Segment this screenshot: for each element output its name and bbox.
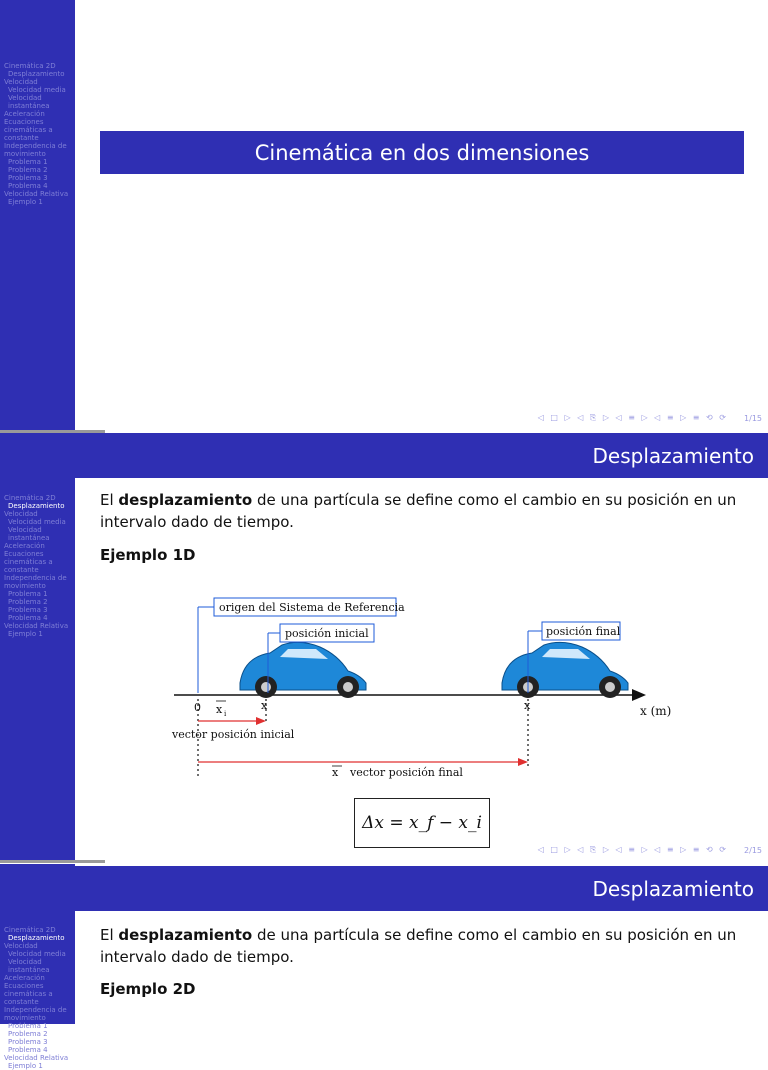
sidebar-nav-item[interactable]: Velocidad Relativa xyxy=(4,622,69,630)
sidebar-nav-item[interactable]: Independencia de movimiento xyxy=(4,142,67,158)
side-nav xyxy=(0,62,75,206)
sidebar xyxy=(0,864,75,1070)
frame-title: Desplazamiento xyxy=(592,443,754,468)
definition-paragraph: El desplazamiento de una partícula se define como el cambio en su posición en un intervalo dado de tiempo. xyxy=(100,491,737,531)
sidebar-nav-item[interactable]: Problema 3 xyxy=(8,174,48,182)
page-number: 1/15 xyxy=(744,414,762,423)
frame-title-bar xyxy=(75,866,768,911)
sidebar-nav-item[interactable]: Problema 4 xyxy=(8,614,48,622)
sidebar-nav-item[interactable]: Problema 3 xyxy=(8,606,48,614)
example-heading: Ejemplo 1D xyxy=(100,546,196,564)
frame-title: Desplazamiento xyxy=(592,876,754,901)
side-nav xyxy=(0,926,75,1070)
initial-label: posición inicial xyxy=(285,627,369,640)
xf-tick: x xyxy=(524,699,531,712)
definition-paragraph: El desplazamiento de una partícula se define como el cambio en su posición en un intervalo dado de tiempo. xyxy=(100,926,737,966)
sidebar-nav-item[interactable]: Velocidad media xyxy=(8,518,66,526)
origin-tick: 0 xyxy=(194,701,201,714)
sidebar-nav-item[interactable]: Independencia de movimiento xyxy=(4,1006,67,1022)
sidebar-nav-item[interactable]: Aceleración xyxy=(4,110,45,118)
sidebar-nav-item[interactable]: Independencia de movimiento xyxy=(4,574,67,590)
sidebar-nav-item[interactable]: Problema 2 xyxy=(8,166,48,174)
xi-vector-sub: i xyxy=(224,710,227,718)
sidebar-nav-item[interactable]: Aceleración xyxy=(4,974,45,982)
sidebar-nav-item[interactable]: Problema 2 xyxy=(8,598,48,606)
sidebar-nav-item[interactable]: Problema 1 xyxy=(8,590,48,598)
sidebar-nav-item[interactable]: Velocidad instantánea xyxy=(8,94,50,110)
frame-title-bar xyxy=(75,433,768,478)
sidebar-nav-item[interactable]: Velocidad xyxy=(4,942,38,950)
axis-label: x (m) xyxy=(640,704,672,718)
sidebar-nav-item[interactable]: Velocidad instantánea xyxy=(8,958,50,974)
slide-separator xyxy=(0,860,105,863)
beamer-nav-symbols[interactable]: ◁ □ ▷ ◁ ⎘ ▷ ◁ ≡ ▷ ◁ ≡ ▷ ≡ ⟲ ⟳ xyxy=(537,845,728,854)
sidebar-nav-item[interactable]: Aceleración xyxy=(4,542,45,550)
xi-vector-label: x xyxy=(216,703,223,716)
displacement-diagram xyxy=(170,595,672,785)
xf-vector-label: x xyxy=(332,766,339,779)
sidebar-nav-item[interactable]: Problema 3 xyxy=(8,1038,48,1046)
car-initial xyxy=(240,642,366,698)
sidebar-nav-item[interactable]: Velocidad xyxy=(4,78,38,86)
sidebar-nav-item[interactable]: Velocidad Relativa xyxy=(4,1054,69,1062)
beamer-nav-symbols[interactable]: ◁ □ ▷ ◁ ⎘ ▷ ◁ ≡ ▷ ◁ ≡ ▷ ≡ ⟲ ⟳ xyxy=(537,413,728,422)
example-heading: Ejemplo 2D xyxy=(100,980,196,998)
sidebar-nav-item[interactable]: Desplazamiento xyxy=(8,502,65,510)
sidebar-nav-item[interactable]: Ecuaciones cinemáticas a constante xyxy=(4,550,53,574)
sidebar-nav-item[interactable]: Ecuaciones cinemáticas a constante xyxy=(4,118,53,142)
final-vector-label: vector posición final xyxy=(350,766,463,779)
final-label: posición final xyxy=(546,625,621,638)
x-axis-arrowhead xyxy=(632,689,646,701)
sidebar xyxy=(0,0,75,430)
xi-tick: x xyxy=(261,699,268,712)
sidebar-nav-item[interactable]: Cinemática 2D xyxy=(4,62,56,70)
sidebar-nav-item[interactable]: Ecuaciones cinemáticas a constante xyxy=(4,982,53,1006)
sidebar-nav-item[interactable]: Ejemplo 1 xyxy=(8,630,43,638)
sidebar-nav-item[interactable]: Problema 1 xyxy=(8,158,48,166)
sidebar-nav-item[interactable]: Ejemplo 1 xyxy=(8,1062,43,1070)
origin-label: origen del Sistema de Referencia xyxy=(219,601,405,614)
sidebar-nav-item[interactable]: Velocidad media xyxy=(8,86,66,94)
sidebar-nav-item[interactable]: Ejemplo 1 xyxy=(8,198,43,206)
sidebar-nav-item[interactable]: Desplazamiento xyxy=(8,70,65,78)
sidebar-nav-item[interactable]: Problema 1 xyxy=(8,1022,48,1030)
sidebar-nav-item[interactable]: Problema 2 xyxy=(8,1030,48,1038)
sidebar xyxy=(0,433,75,860)
sidebar-nav-item[interactable]: Velocidad media xyxy=(8,950,66,958)
displacement-equation: Δx = x_f − x_i xyxy=(354,798,490,848)
page-number: 2/15 xyxy=(744,846,762,855)
sidebar-nav-item[interactable]: Cinemática 2D xyxy=(4,926,56,934)
sidebar-nav-item[interactable]: Problema 4 xyxy=(8,1046,48,1054)
sidebar-nav-item[interactable]: Velocidad Relativa xyxy=(4,190,69,198)
sidebar-nav-item[interactable]: Velocidad xyxy=(4,510,38,518)
sidebar-nav-item[interactable]: Problema 4 xyxy=(8,182,48,190)
side-nav xyxy=(0,494,75,638)
sidebar-nav-item[interactable]: Velocidad instantánea xyxy=(8,526,50,542)
sidebar-nav-item[interactable]: Cinemática 2D xyxy=(4,494,56,502)
initial-vector-label: vector posición inicial xyxy=(172,728,295,741)
slide-1 xyxy=(0,0,768,430)
car-final xyxy=(502,642,628,698)
sidebar-nav-item[interactable]: Desplazamiento xyxy=(8,934,65,942)
slide-title: Cinemática en dos dimensiones xyxy=(100,131,744,174)
